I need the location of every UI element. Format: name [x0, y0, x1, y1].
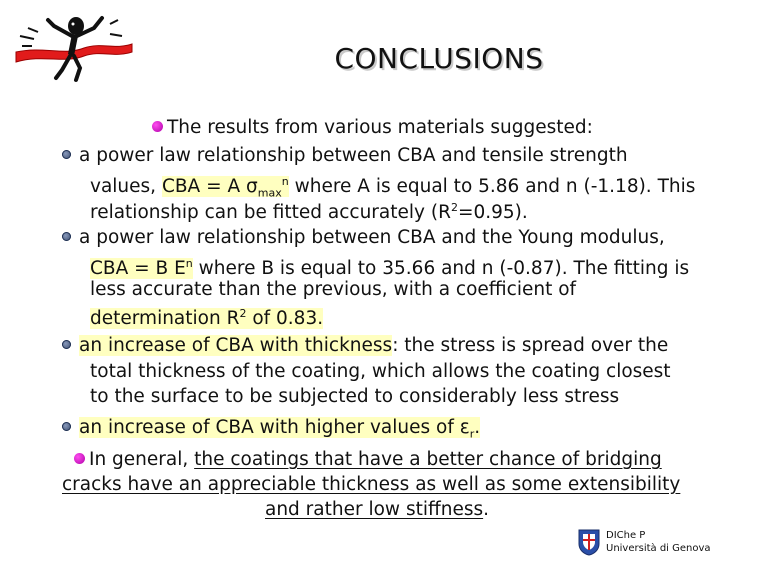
bullet-2-line-2: CBA = B $E^n$ where B is equal to 35.66 and n (-0.87). The fitting is: [90, 257, 690, 280]
bullet-2-line-4: determination $R^2$ of 0.83.: [90, 307, 324, 330]
formula-tensile: CBA = A $\sigma_{max}^n$: [161, 175, 289, 200]
globe-bullet-icon: [62, 340, 71, 349]
bullet-1-line-1: a power law relationship between CBA and tensile strength: [62, 143, 628, 169]
magenta-bullet-icon: [74, 453, 85, 464]
magenta-bullet-icon: [152, 121, 163, 132]
general-line-3: and rather low stiffness.: [265, 499, 489, 520]
slide-title: CONCLUSIONS: [334, 42, 544, 75]
bullet-3-line-1: an increase of CBA with thickness: the stress is spread over the: [62, 333, 668, 359]
bullet-3-line-2: total thickness of the coating, which allows the coating closest: [90, 361, 671, 382]
globe-bullet-icon: [62, 150, 71, 159]
globe-bullet-icon: [62, 232, 71, 241]
university-shield-logo: [578, 528, 600, 556]
bullet-2-line-3: less accurate than the previous, with a coefficient of: [90, 279, 577, 300]
bullet-1-line-3: relationship can be fitted accurately $(R^2=0.95)$.: [90, 201, 528, 224]
intro-line: The results from various materials suggested:: [152, 115, 593, 141]
bullet-2-line-1: a power law relationship between CBA and the Young modulus,: [62, 225, 665, 251]
bullet-1-line-2: values, CBA = A $\sigma_{max}^n$ where A is equal to 5.86 and n (-1.18). This: [90, 175, 696, 200]
footer-institution: DIChe P Università di Genova: [606, 530, 711, 554]
general-line-1: In general, the coatings that have a better chance of bridging: [74, 447, 662, 473]
formula-young: CBA = B $E^n$: [90, 257, 193, 280]
globe-bullet-icon: [62, 422, 71, 431]
bullet-3-line-3: to the surface to be subjected to considerably less stress: [90, 386, 620, 407]
bullet-4-line-1: an increase of CBA with higher values of $\varepsilon_r$.: [62, 415, 480, 448]
general-line-2: cracks have an appreciable thickness as well as some extensibility: [62, 474, 681, 495]
